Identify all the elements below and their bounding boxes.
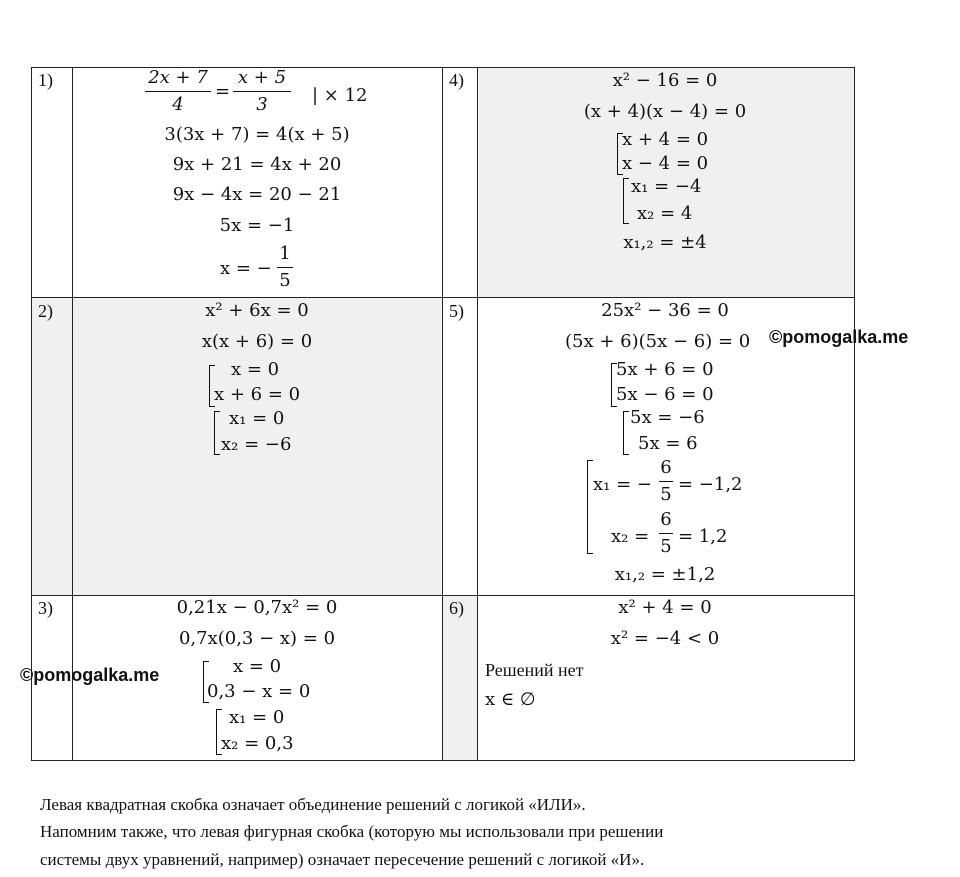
c4-sys2-b: x₂ = 4 <box>637 203 693 224</box>
fraction-bar <box>277 267 293 268</box>
c1-frac1-numerator: 2x + 7 <box>148 67 208 88</box>
c5-sys3-b-rhs: = 1,2 <box>678 526 728 547</box>
c5-sys2-a: 5x = −6 <box>630 407 705 428</box>
fraction-bar <box>659 481 673 482</box>
c1-frac2-numerator: x + 5 <box>237 67 287 88</box>
c3-line-2: 0,7x(0,3 − x) = 0 <box>178 628 336 649</box>
c5-sys3-b-numerator: 6 <box>660 509 672 530</box>
c4-sys1-a: x + 4 = 0 <box>622 129 709 150</box>
c5-sys1-b: 5x − 6 = 0 <box>616 384 714 405</box>
c2-sys1-b: x + 6 = 0 <box>214 384 301 405</box>
c5-sys3-a-rhs: = −1,2 <box>678 474 743 495</box>
c4-sys1-b: x − 4 = 0 <box>622 153 709 174</box>
c2-sys2-a: x₁ = 0 <box>229 408 285 429</box>
c2-line-1: x² + 6x = 0 <box>205 300 309 321</box>
c5-sys3-b-lhs: x₂ = <box>611 526 650 547</box>
grid-col-2 <box>442 67 443 761</box>
c1-multiplier: | × 12 <box>312 85 368 106</box>
c1-fraction-answer <box>277 243 293 292</box>
c5-bracket-2 <box>623 411 629 455</box>
fraction-bar <box>145 91 211 92</box>
c5-sys3-a-denominator: 5 <box>660 484 672 505</box>
c1-line-4: 9x − 4x = 20 − 21 <box>172 184 342 205</box>
c6-line-3: Решений нет <box>485 660 584 680</box>
fraction-bar <box>233 91 291 92</box>
c3-sys2-b: x₂ = 0,3 <box>221 733 294 754</box>
c4-line-1: x² − 16 = 0 <box>612 70 718 91</box>
watermark-left: ©pomogalka.me <box>20 665 160 685</box>
c4-sys2-a: x₁ = −4 <box>631 176 702 197</box>
cell-number-5: 5) <box>449 301 464 321</box>
c5-sys1-a: 5x + 6 = 0 <box>616 359 714 380</box>
c1-line-2: 3(3x + 7) = 4(x + 5) <box>164 124 350 145</box>
c4-bracket-2 <box>623 178 629 224</box>
c6-line-4: x ∈ ∅ <box>485 689 536 710</box>
c4-line-5: x₁,₂ = ±4 <box>623 232 707 253</box>
c1-line-5: 5x = −1 <box>219 215 295 236</box>
c6-line-1: x² + 4 = 0 <box>618 597 712 618</box>
c5-sys2-b: 5x = 6 <box>638 433 698 454</box>
c5-line-1: 25x² − 36 = 0 <box>601 300 729 321</box>
cell-number-1: 1) <box>38 70 53 90</box>
c4-line-2: (x + 4)(x − 4) = 0 <box>583 101 747 122</box>
fraction-bar <box>659 533 673 534</box>
c2-bracket-2 <box>214 411 220 455</box>
grid-row-1 <box>31 297 855 298</box>
grid-col-1 <box>72 67 73 761</box>
cell-number-2: 2) <box>38 301 53 321</box>
c5-sys3-b-fraction <box>659 509 673 558</box>
cell-number-4: 4) <box>449 70 464 90</box>
c3-sys1-a: x = 0 <box>233 656 282 677</box>
c1-answer-denominator: 5 <box>279 270 291 291</box>
solutions-table <box>31 67 855 761</box>
c3-sys2-a: x₁ = 0 <box>229 707 285 728</box>
grid-row-2 <box>31 595 855 596</box>
c2-sys2-b: x₂ = −6 <box>221 434 292 455</box>
c5-sys3-a-lhs: x₁ = − <box>593 474 652 495</box>
watermark-right: ©pomogalka.me <box>769 327 909 347</box>
note-line-2: Напомним также, что левая фигурная скобка (которую мы использовали при решении <box>40 822 664 841</box>
cell-number-6: 6) <box>449 598 464 618</box>
c1-equals: = <box>215 81 231 102</box>
c5-sys3-b-denominator: 5 <box>660 536 672 557</box>
c3-line-1: 0,21x − 0,7x² = 0 <box>176 597 338 618</box>
c5-sys3-a-numerator: 6 <box>660 457 672 478</box>
cell-number-3: 3) <box>38 598 53 618</box>
grid-col-3 <box>477 67 478 761</box>
note-line-3: системы двух уравнений, например) означает пересечение решений с логикой «И». <box>40 850 645 869</box>
c6-line-2: x² = −4 < 0 <box>610 628 720 649</box>
c1-frac1-denominator: 4 <box>172 94 184 115</box>
c1-fraction-right <box>233 67 291 116</box>
c1-line-3: 9x + 21 = 4x + 20 <box>172 154 342 175</box>
c5-line-2: (5x + 6)(5x − 6) = 0 <box>565 331 751 352</box>
c3-sys1-b: 0,3 − x = 0 <box>207 681 311 702</box>
c5-line-6: x₁,₂ = ±1,2 <box>614 564 716 585</box>
c1-frac2-denominator: 3 <box>256 94 268 115</box>
c1-answer-numerator: 1 <box>279 243 291 264</box>
c1-fraction-left <box>145 67 211 116</box>
c2-sys1-a: x = 0 <box>231 359 280 380</box>
c2-line-2: x(x + 6) = 0 <box>201 331 313 352</box>
c1-line-6-lhs: x = − <box>220 258 272 279</box>
table-border <box>31 67 855 761</box>
c5-sys3-a-fraction <box>659 457 673 506</box>
note-line-1: Левая квадратная скобка означает объединение решений с логикой «ИЛИ». <box>40 795 586 814</box>
